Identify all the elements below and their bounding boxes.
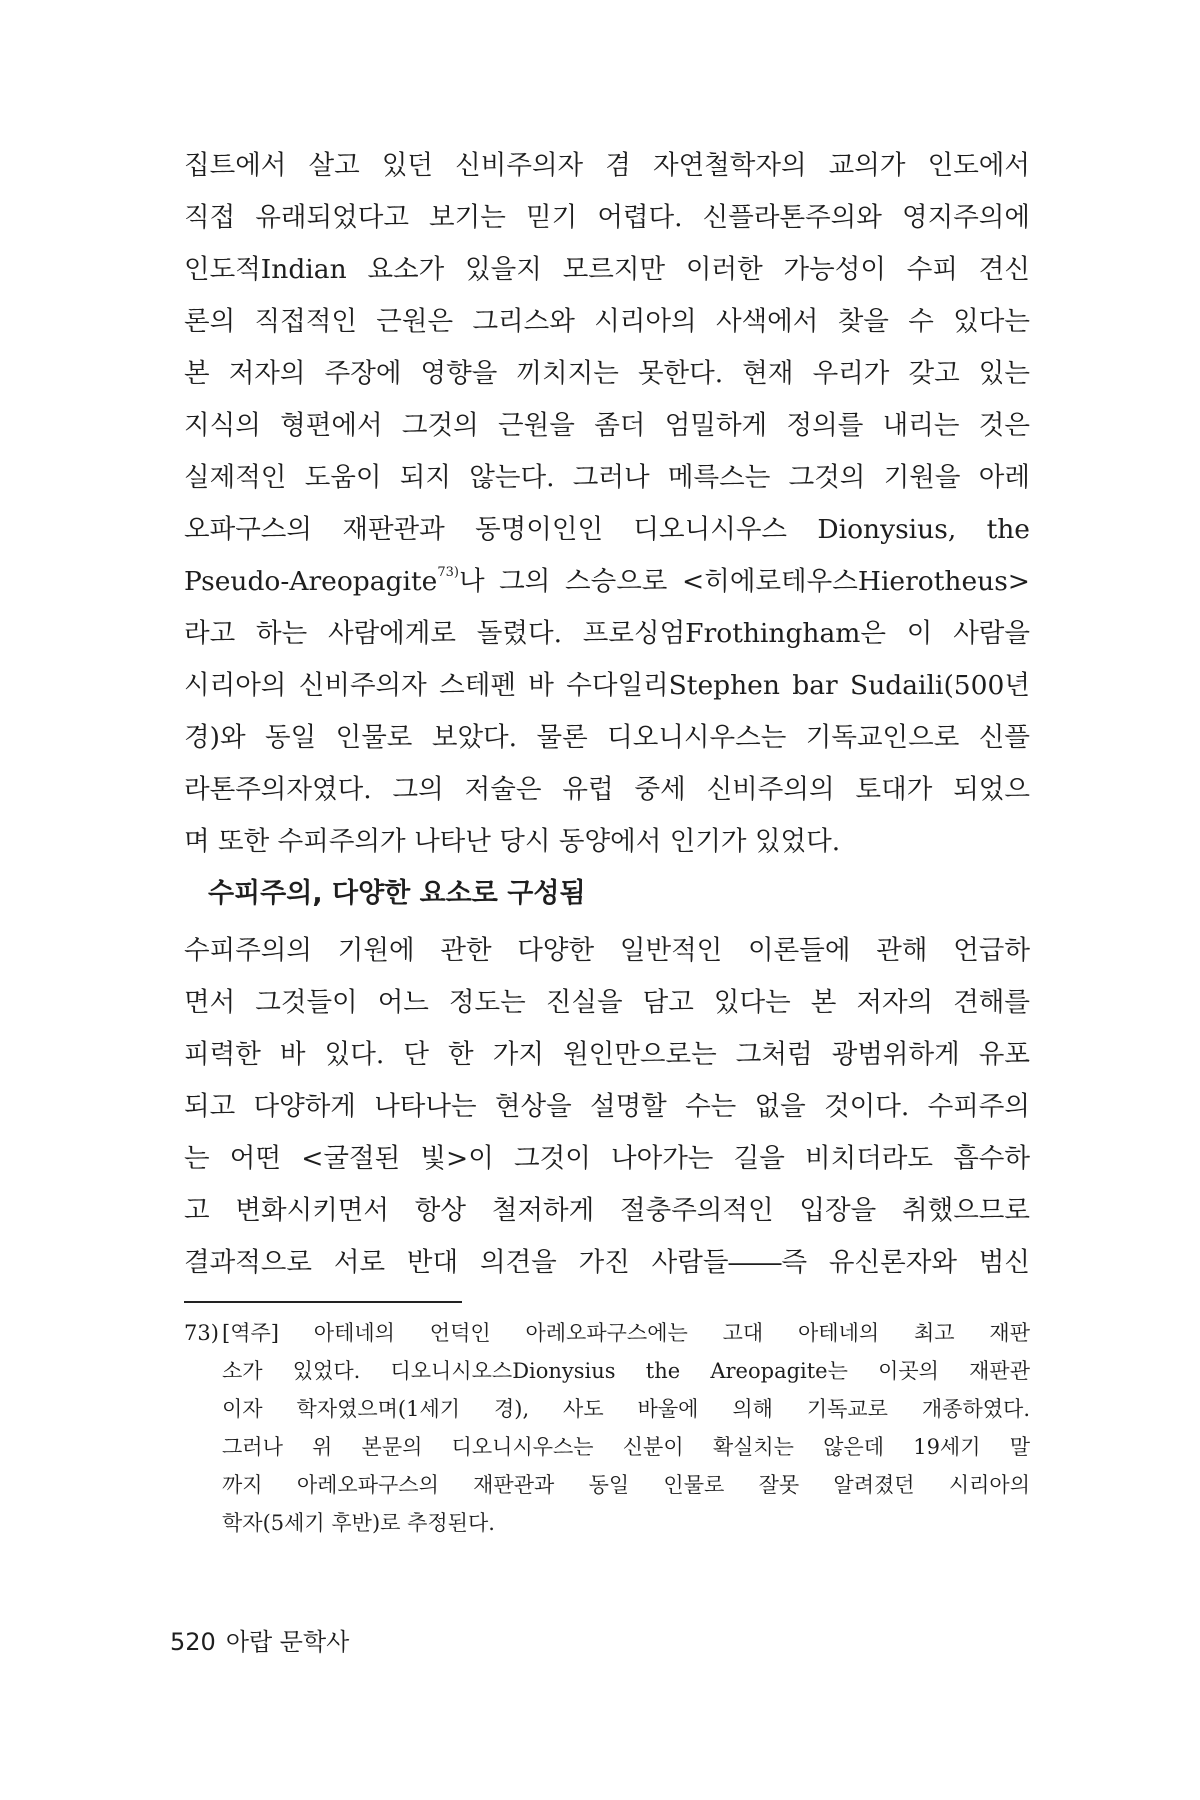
footnote-line: 소가 있었다. 디오니시오스Dionysius the Areopagite는 이곳의 재판관 — [222, 1359, 1030, 1383]
body-line: 며 또한 수피주의가 나타난 당시 동양에서 인기가 있었다. — [184, 826, 841, 857]
section-line: 수피주의의 기원에 관한 다양한 일반적인 이론들에 관해 언급하 — [184, 935, 1030, 966]
section-heading: 수피주의, 다양한 요소로 구성됨 — [208, 878, 586, 909]
body-line: 인도적Indian 요소가 있을지 모르지만 이러한 가능성이 수피 견신 — [184, 254, 1030, 285]
page-number: 520 — [170, 1628, 216, 1656]
body-line: 직접 유래되었다고 보기는 믿기 어렵다. 신플라톤주의와 영지주의에 — [184, 202, 1030, 233]
body-line-with-footnote-ref — [184, 556, 1030, 608]
footnote-line: 까지 아레오파구스의 재판관과 동일 인물로 잘못 알려졌던 시리아의 — [222, 1473, 1030, 1497]
footnote-line: 이자 학자였으며(1세기 경), 사도 바울에 의해 기독교로 개종하였다. — [222, 1397, 1030, 1421]
body-line: 집트에서 살고 있던 신비주의자 겸 자연철학자의 교의가 인도에서 — [184, 150, 1030, 181]
running-title: 아랍 문학사 — [225, 1628, 350, 1656]
section-line: 결과적으로 서로 반대 의견을 가진 사람들――즉 유신론자와 범신 — [184, 1247, 1030, 1278]
body-line: 라톤주의자였다. 그의 저술은 유럽 중세 신비주의의 토대가 되었으 — [184, 774, 1030, 805]
body-line: 라고 하는 사람에게로 돌렸다. 프로싱엄Frothingham은 이 사람을 — [184, 618, 1030, 649]
page-footer — [170, 1626, 349, 1658]
footnote-line: 그러나 위 본문의 디오니시우스는 신분이 확실치는 않은데 19세기 말 — [222, 1435, 1030, 1459]
body-line: 시리아의 신비주의자 스테펜 바 수다일리Stephen bar Sudaili(500년 — [184, 670, 1030, 701]
body-line: 오파구스의 재판관과 동명이인인 디오니시우스 Dionysius, the — [184, 514, 1030, 545]
body-text-fragment: 나 그의 스승으로 <히에로테우스Hierotheus> — [458, 566, 1030, 597]
footnote — [184, 1314, 1030, 1542]
footnote-line — [184, 1314, 1030, 1352]
body-line: 론의 직접적인 근원은 그리스와 시리아의 사색에서 찾을 수 있다는 — [184, 306, 1030, 337]
body-line: 본 저자의 주장에 영향을 끼치지는 못한다. 현재 우리가 갖고 있는 — [184, 358, 1030, 389]
footnote-reference: 73) — [437, 565, 459, 580]
footnote-text: [역주] 아테네의 언덕인 아레오파구스에는 고대 아테네의 최고 재판 — [222, 1321, 1030, 1345]
body-line: 실제적인 도움이 되지 않는다. 그러나 메륵스는 그것의 기원을 아레 — [184, 462, 1030, 493]
body-line: 경)와 동일 인물로 보았다. 물론 디오니시우스는 기독교인으로 신플 — [184, 722, 1030, 753]
section-line: 피력한 바 있다. 단 한 가지 원인만으로는 그처럼 광범위하게 유포 — [184, 1039, 1030, 1070]
section-line: 되고 다양하게 나타나는 현상을 설명할 수는 없을 것이다. 수피주의 — [184, 1091, 1030, 1122]
footnote-line: 학자(5세기 후반)로 추정된다. — [222, 1511, 495, 1535]
section-text — [184, 925, 1030, 1289]
footnote-divider — [184, 1301, 462, 1303]
footnote-number: 73) — [184, 1321, 219, 1345]
body-text-fragment: Pseudo-Areopagite — [184, 566, 438, 597]
body-text — [184, 140, 1030, 868]
section-line: 고 변화시키면서 항상 철저하게 절충주의적인 입장을 취했으므로 — [184, 1195, 1030, 1226]
body-line: 지식의 형편에서 그것의 근원을 좀더 엄밀하게 정의를 내리는 것은 — [184, 410, 1030, 441]
section-line: 면서 그것들이 어느 정도는 진실을 담고 있다는 본 저자의 견해를 — [184, 987, 1030, 1018]
section-line: 는 어떤 <굴절된 빛>이 그것이 나아가는 길을 비치더라도 흡수하 — [184, 1143, 1030, 1174]
